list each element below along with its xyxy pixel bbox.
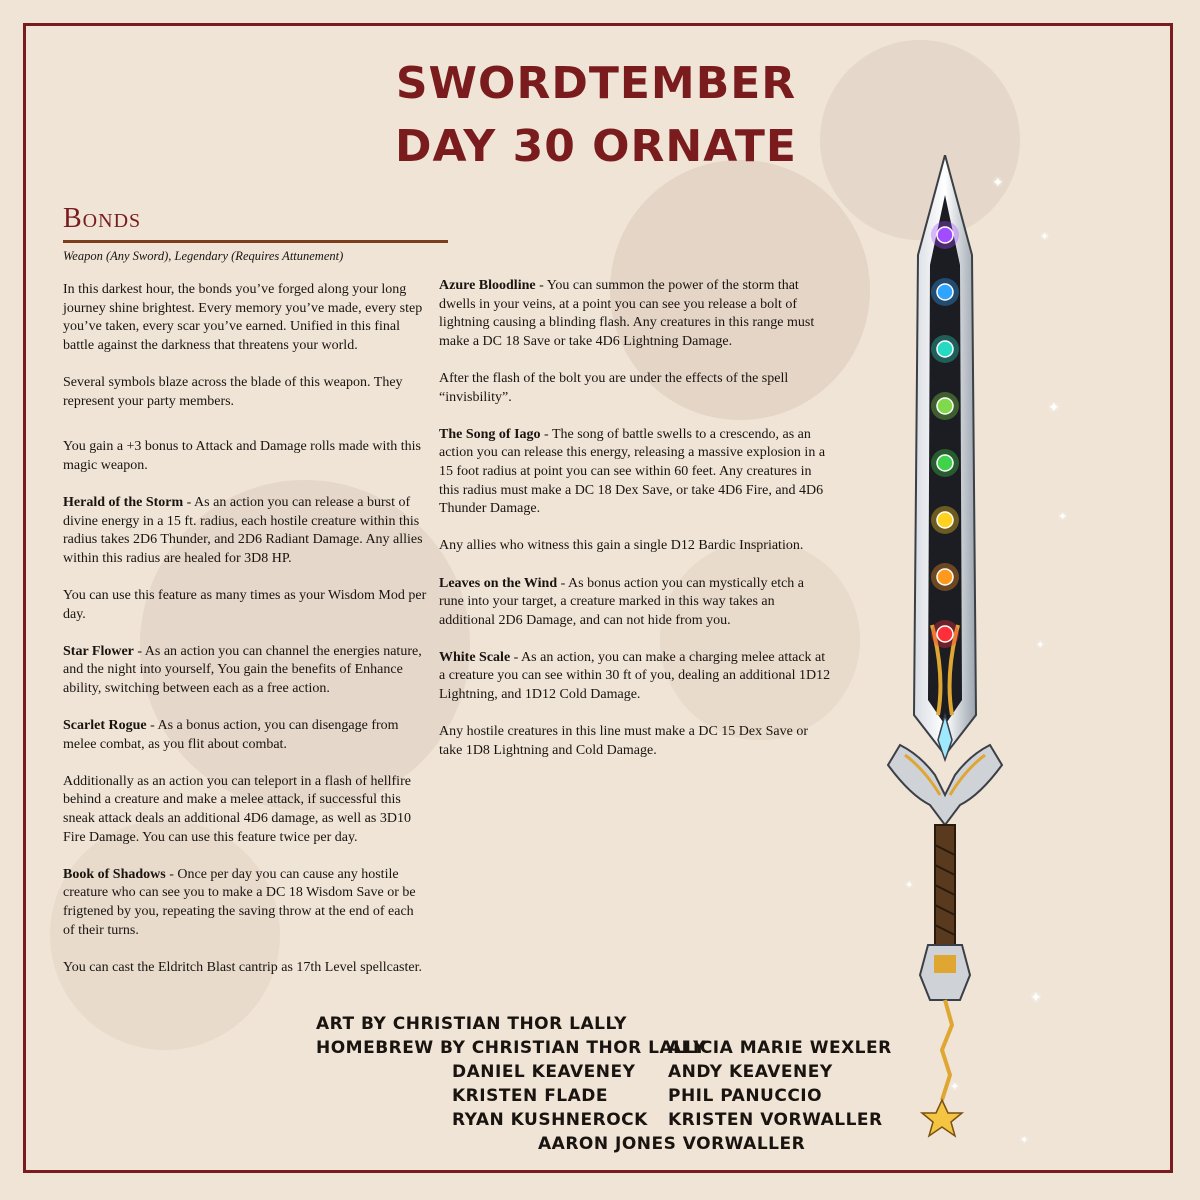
sparkle-icon: ✦ — [1048, 400, 1060, 416]
intro-paragraph: You gain a +3 bonus to Attack and Damage rolls made with this magic weapon. — [63, 439, 421, 473]
feature-paragraph: After the flash of the bolt you are under the effects of the spell “invisbility”. — [439, 370, 789, 405]
star-charm-icon — [922, 1100, 962, 1136]
flower-icon — [937, 341, 953, 357]
feature-song-of-iago — [439, 426, 831, 519]
feature-text: - As an action you can channel the energies nature, and the night into yourself, You gain the benefits of Enhance ability, switching between each as a free action. — [63, 643, 422, 696]
sparkle-icon: ✦ — [905, 880, 914, 891]
moon-sun-icon — [937, 227, 953, 243]
pentagram-icon — [937, 626, 953, 642]
feature-title: Azure Bloodline — [439, 278, 536, 293]
intro-paragraph: In this darkest hour, the bonds you’ve forged along your long journey shine brightest. Every memory you’ve made, every step you’ve taken, every scar you’ve earned. Unified in this final battle against the darkness that threatens your world. — [63, 282, 423, 353]
feature-text: - You can summon the power of the storm that dwells in your veins, at a point you can see you release a bolt of lightning causing a blinding flash. Any creatures in this range must make a DC 18 Save or take 4D6 Lightning Damage. — [439, 278, 815, 349]
scale-icon — [937, 512, 953, 528]
description-column-right — [439, 277, 831, 779]
credit-name: ANDY KEAVENEY — [668, 1062, 833, 1082]
intro-paragraph: Several symbols blaze across the blade of this weapon. They represent your party members. — [63, 374, 403, 409]
credit-name: DANIEL KEAVENEY — [452, 1062, 636, 1082]
feature-title: Scarlet Rogue — [63, 718, 147, 734]
sparkle-icon: ✦ — [992, 175, 1004, 191]
feature-leaves-on-the-wind — [439, 575, 831, 631]
shield-icon — [937, 569, 953, 585]
credit-name: KRISTEN VORWALLER — [668, 1110, 883, 1130]
feature-scarlet-rogue — [63, 717, 428, 754]
feature-white-scale — [439, 649, 831, 705]
feature-title: Book of Shadows — [63, 866, 166, 882]
title-line-2: DAY 30 ORNATE — [395, 121, 797, 172]
homebrew-credit-label: HOMEBREW BY CHRISTIAN THOR LALLY — [316, 1038, 706, 1058]
leaf-icon — [937, 398, 953, 414]
credit-name: PHIL PANUCCIO — [668, 1086, 823, 1106]
credit-name: RYAN KUSHNEROCK — [452, 1110, 648, 1130]
item-name: Bonds — [63, 203, 142, 234]
sparkle-icon: ✦ — [1030, 990, 1042, 1006]
feature-text: - Once per day you can cause any hostile creature who can see you to make a DC 18 Wisdom Save or be frigtened by you, repeating the saving throw at the end of each of their turns. — [63, 866, 416, 938]
pommel-gold-band — [934, 955, 956, 973]
feature-title: White Scale — [439, 649, 511, 665]
feature-paragraph: Any allies who witness this gain a single D12 Bardic Inspriation. — [439, 538, 804, 554]
feature-paragraph: Any hostile creatures in this line must make a DC 15 Dex Save or take 1D8 Lightning and Cold Damage. — [439, 724, 808, 758]
page-title — [300, 52, 892, 178]
feature-star-flower — [63, 643, 428, 699]
feature-text: - As an action, you can make a charging melee attack at a creature you can see within 30 ft of you, dealing an additional 1D12 Lightning, and 1D12 Cold Damage. — [439, 649, 831, 703]
section-divider — [63, 240, 448, 243]
feature-paragraph: You can cast the Eldritch Blast cantrip as 17th Level spellcaster. — [63, 959, 422, 975]
credit-name: KRISTEN FLADE — [452, 1086, 609, 1106]
feature-text: - As a bonus action, you can disengage from melee combat, as you flit about combat. — [63, 718, 399, 752]
title-line-1: SWORDTEMBER — [395, 58, 797, 109]
art-credit: ART BY CHRISTIAN THOR LALLY — [316, 1014, 627, 1034]
sparkle-icon: ✦ — [1020, 1135, 1029, 1146]
item-type: Weapon (Any Sword), Legendary (Requires Attunement) — [63, 249, 344, 263]
feature-herald — [63, 494, 428, 568]
sword-illustration — [880, 155, 1010, 1165]
trident-icon — [937, 284, 953, 300]
feature-azure-bloodline — [439, 277, 831, 351]
sparkle-icon: ✦ — [950, 1080, 960, 1093]
feature-paragraph: You can use this feature as many times as your Wisdom Mod per day. — [63, 587, 427, 622]
feature-title: Leaves on the Wind — [439, 575, 558, 591]
feature-title: Herald of the Storm — [63, 494, 184, 510]
feature-text: - The song of battle swells to a crescendo, as an action you can release this energy, releasing a massive explosion in a 15 foot radius at point you can see within 60 feet. Any creatures in this radius must make a DC 18 Dex Save, or take 4D6 Fire, and 4D6 Thunder Damage. — [439, 426, 826, 517]
arrow-icon — [937, 455, 953, 471]
feature-text: - As an action you can release a burst of divine energy in a 15 ft. radius, each hostile creature within this radius takes 2D6 Thunder, and 2D6 Radiant Damage. Any allies within this radius are healed for 3D8 HP. — [63, 494, 423, 566]
sparkle-icon: ✦ — [1058, 510, 1068, 523]
credit-name: AARON JONES VORWALLER — [538, 1134, 806, 1154]
feature-paragraph: Additionally as an action you can teleport in a flash of hellfire behind a creature and make a melee attack, if successful this sneak attack deals an additional 4D6 damage, as well as 3D10 Fire Damage. You can use this feature twice per day. — [63, 773, 411, 845]
credit-name: ALICIA MARIE WEXLER — [668, 1038, 892, 1058]
feature-text: - As bonus action you can mystically etch a rune into your target, a creature marked in this way takes an additional 2D6 Damage, and can not hide from you. — [439, 575, 805, 628]
sparkle-icon: ✦ — [1036, 640, 1045, 651]
feature-title: The Song of Iago — [439, 426, 541, 442]
description-column-left — [63, 281, 428, 996]
pommel-chain — [942, 1000, 952, 1100]
sparkle-icon: ✦ — [1040, 230, 1050, 243]
feature-title: Star Flower — [63, 643, 134, 659]
feature-book-of-shadows — [63, 866, 428, 940]
